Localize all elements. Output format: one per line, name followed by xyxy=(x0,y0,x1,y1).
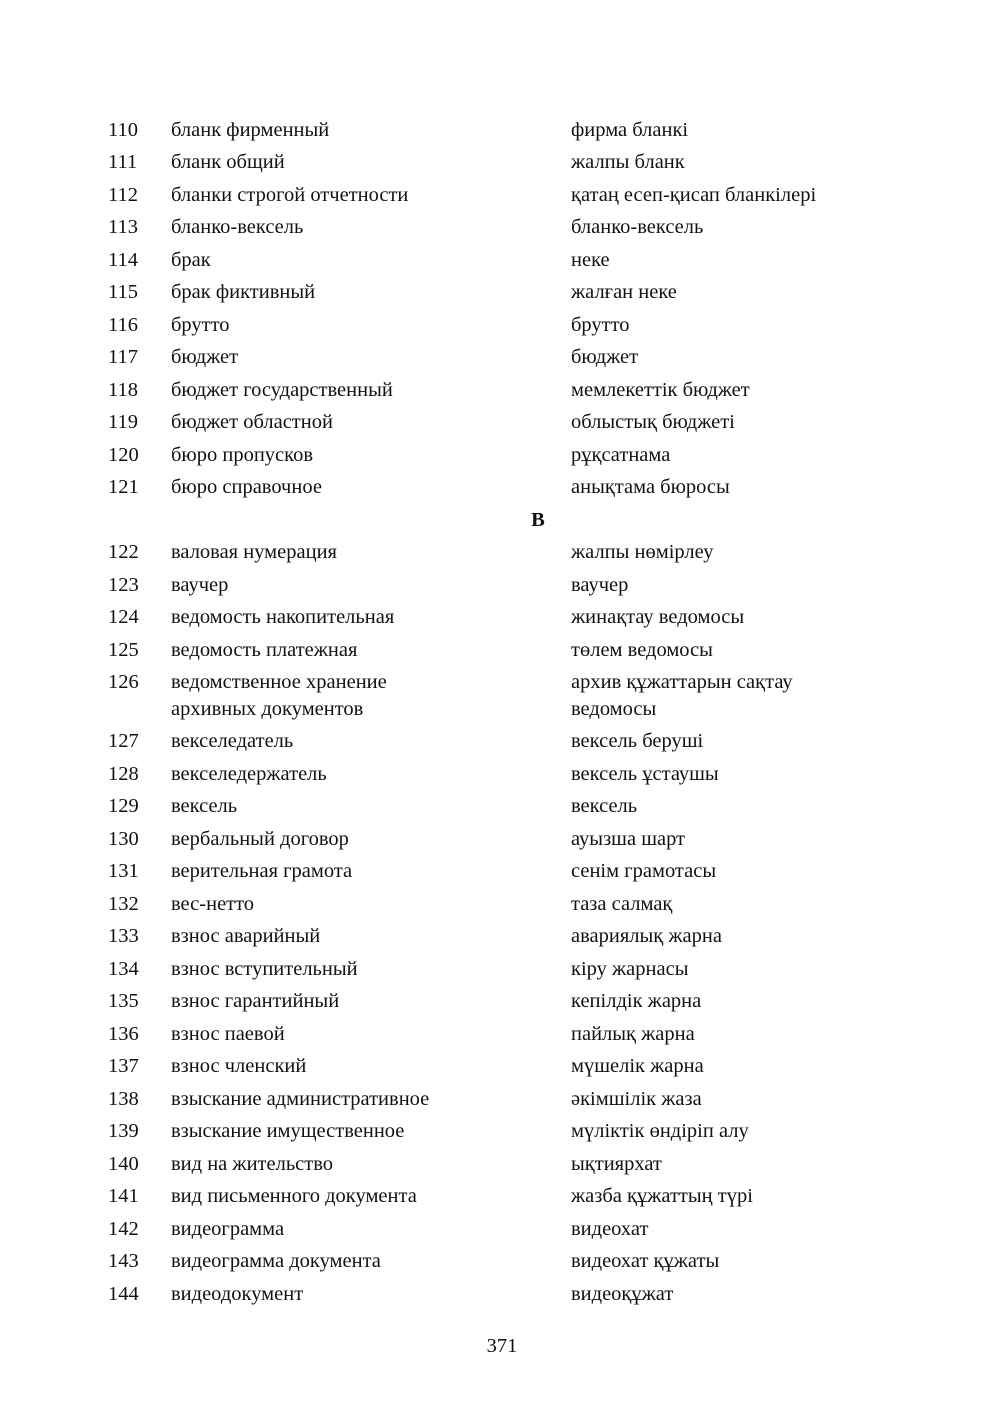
kazakh-term-line: жалпы бланк xyxy=(571,151,685,174)
term-number: 123 xyxy=(108,573,139,596)
russian-term-line: бюджет xyxy=(171,346,239,369)
kazakh-term-line: төлем ведомосы xyxy=(571,638,713,661)
term-number: 142 xyxy=(108,1217,139,1240)
russian-term xyxy=(171,214,571,241)
kazakh-term xyxy=(571,891,891,918)
term-group-v xyxy=(0,539,1004,1307)
kazakh-term xyxy=(571,1086,891,1113)
term-number: 111 xyxy=(108,151,138,174)
kazakh-term xyxy=(571,539,891,566)
russian-term xyxy=(171,669,571,722)
term-number: 129 xyxy=(108,795,139,818)
kazakh-term-line: пайлық жарна xyxy=(571,1022,695,1045)
russian-term-line: бланк общий xyxy=(171,151,285,174)
term-row xyxy=(0,891,1004,918)
russian-term xyxy=(171,149,571,176)
term-row xyxy=(0,761,1004,788)
russian-term-line: взнос вступительный xyxy=(171,957,358,980)
term-row xyxy=(0,956,1004,983)
russian-term-line: векселедержатель xyxy=(171,762,327,785)
term-number: 131 xyxy=(108,860,139,883)
russian-term-line: взыскание имущественное xyxy=(171,1120,405,1143)
russian-term xyxy=(171,1151,571,1178)
russian-term xyxy=(171,344,571,371)
term-row xyxy=(0,182,1004,209)
russian-term xyxy=(171,1216,571,1243)
russian-term xyxy=(171,442,571,469)
kazakh-term xyxy=(571,117,891,144)
kazakh-term-line: брутто xyxy=(571,313,630,336)
term-row xyxy=(0,1151,1004,1178)
term-list xyxy=(0,117,1004,1313)
russian-term xyxy=(171,409,571,436)
kazakh-term-line: кіру жарнасы xyxy=(571,957,689,980)
term-row xyxy=(0,923,1004,950)
term-row xyxy=(0,214,1004,241)
russian-term-line: бюджет областной xyxy=(171,411,333,434)
term-row xyxy=(0,344,1004,371)
russian-term-line: брак фиктивный xyxy=(171,281,316,304)
kazakh-term xyxy=(571,956,891,983)
term-number: 141 xyxy=(108,1185,139,1208)
russian-term xyxy=(171,1183,571,1210)
kazakh-term xyxy=(571,442,891,469)
kazakh-term-line: архив құжаттарын сақтау xyxy=(571,671,793,694)
kazakh-term-line: жазба құжаттың түрі xyxy=(571,1185,753,1208)
term-number: 130 xyxy=(108,827,139,850)
kazakh-term xyxy=(571,182,891,209)
kazakh-term xyxy=(571,1151,891,1178)
russian-term-line: бюро пропусков xyxy=(171,443,314,466)
russian-term-line: вексель xyxy=(171,795,238,818)
kazakh-term xyxy=(571,728,891,755)
term-row xyxy=(0,728,1004,755)
term-number: 122 xyxy=(108,541,139,564)
term-row xyxy=(0,442,1004,469)
kazakh-term xyxy=(571,474,891,501)
russian-term-line: бланк фирменный xyxy=(171,119,330,141)
page-number: 371 xyxy=(486,1335,518,1357)
term-row xyxy=(0,572,1004,599)
term-number: 140 xyxy=(108,1152,139,1175)
term-row xyxy=(0,1248,1004,1275)
kazakh-term-line: жалпы нөмірлеу xyxy=(571,541,714,564)
kazakh-term xyxy=(571,247,891,274)
term-row xyxy=(0,669,1004,722)
kazakh-term xyxy=(571,1281,891,1308)
term-number: 143 xyxy=(108,1250,139,1273)
russian-term-line: взнос аварийный xyxy=(171,925,321,948)
term-number: 118 xyxy=(108,378,138,401)
russian-term-line: брак xyxy=(171,248,211,271)
term-number: 116 xyxy=(108,313,138,336)
term-number: 124 xyxy=(108,606,139,629)
kazakh-term xyxy=(571,793,891,820)
term-group-b xyxy=(0,117,1004,501)
term-number: 119 xyxy=(108,411,138,434)
term-row xyxy=(0,826,1004,853)
kazakh-term-line: жалған неке xyxy=(571,281,677,304)
kazakh-term xyxy=(571,1216,891,1243)
term-number: 117 xyxy=(108,346,138,369)
russian-term-line: бюджет государственный xyxy=(171,378,393,401)
term-number: 144 xyxy=(108,1282,139,1305)
russian-term xyxy=(171,793,571,820)
kazakh-term-line: неке xyxy=(571,248,610,271)
term-number: 114 xyxy=(108,248,138,271)
kazakh-term-line: мүліктік өндіріп алу xyxy=(571,1120,749,1143)
russian-term xyxy=(171,728,571,755)
russian-term-line: ваучер xyxy=(171,573,229,596)
term-number: 132 xyxy=(108,892,139,915)
term-number: 113 xyxy=(108,216,138,239)
russian-term-line: взнос гарантийный xyxy=(171,990,340,1013)
russian-term xyxy=(171,572,571,599)
russian-term xyxy=(171,377,571,404)
term-number: 110 xyxy=(108,119,138,141)
kazakh-term-line: вексель беруші xyxy=(571,730,704,753)
russian-term xyxy=(171,923,571,950)
term-number: 128 xyxy=(108,762,139,785)
kazakh-term xyxy=(571,604,891,631)
kazakh-term-line: видеоқұжат xyxy=(571,1282,674,1305)
kazakh-term xyxy=(571,409,891,436)
russian-term-line: бланки строгой отчетности xyxy=(171,183,409,206)
term-number: 112 xyxy=(108,183,138,206)
russian-term xyxy=(171,182,571,209)
kazakh-term xyxy=(571,858,891,885)
russian-term-line: архивных документов xyxy=(171,697,364,720)
term-row xyxy=(0,988,1004,1015)
russian-term-line: видеограмма xyxy=(171,1217,285,1240)
kazakh-term xyxy=(571,1248,891,1275)
kazakh-term xyxy=(571,149,891,176)
kazakh-term xyxy=(571,761,891,788)
russian-term-line: вид на жительство xyxy=(171,1152,334,1175)
russian-term xyxy=(171,247,571,274)
russian-term xyxy=(171,312,571,339)
kazakh-term-line: кепілдік жарна xyxy=(571,990,702,1013)
russian-term-line: векселедатель xyxy=(171,730,294,753)
term-row xyxy=(0,377,1004,404)
kazakh-term-line: ведомосы xyxy=(571,697,657,720)
term-row xyxy=(0,409,1004,436)
kazakh-term-line: ықтиярхат xyxy=(571,1152,662,1175)
kazakh-term-line: видеохат xyxy=(571,1217,649,1240)
term-number: 137 xyxy=(108,1055,139,1078)
russian-term xyxy=(171,1021,571,1048)
kazakh-term xyxy=(571,1021,891,1048)
russian-term xyxy=(171,637,571,664)
kazakh-term-line: ваучер xyxy=(571,573,629,596)
kazakh-term xyxy=(571,669,891,722)
kazakh-term-line: мүшелік жарна xyxy=(571,1055,704,1078)
russian-term-line: бюро справочное xyxy=(171,476,322,499)
term-number: 125 xyxy=(108,638,139,661)
russian-term xyxy=(171,761,571,788)
kazakh-term xyxy=(571,923,891,950)
kazakh-term-line: вексель ұстаушы xyxy=(571,762,719,785)
kazakh-term-line: жинақтау ведомосы xyxy=(571,606,745,629)
term-number: 136 xyxy=(108,1022,139,1045)
russian-term xyxy=(171,539,571,566)
kazakh-term-line: авариялық жарна xyxy=(571,925,722,948)
term-row xyxy=(0,637,1004,664)
term-number: 139 xyxy=(108,1120,139,1143)
russian-term-line: ведомость накопительная xyxy=(171,606,395,629)
kazakh-term-line: сенім грамотасы xyxy=(571,860,717,883)
term-number: 127 xyxy=(108,730,139,753)
russian-term-line: видеодокумент xyxy=(171,1282,304,1305)
russian-term xyxy=(171,988,571,1015)
russian-term xyxy=(171,604,571,631)
russian-term xyxy=(171,474,571,501)
kazakh-term-line: қатаң есеп-қисап бланкілері xyxy=(571,183,817,206)
kazakh-term xyxy=(571,279,891,306)
term-row xyxy=(0,793,1004,820)
russian-term-line: взыскание административное xyxy=(171,1087,430,1110)
term-number: 134 xyxy=(108,957,139,980)
term-number: 135 xyxy=(108,990,139,1013)
kazakh-term-line: бланко-вексель xyxy=(571,216,704,239)
term-number: 120 xyxy=(108,443,139,466)
kazakh-term xyxy=(571,826,891,853)
kazakh-term xyxy=(571,572,891,599)
term-row xyxy=(0,279,1004,306)
russian-term xyxy=(171,117,571,144)
kazakh-term-line: мемлекеттік бюджет xyxy=(571,378,750,401)
russian-term-line: ведомость платежная xyxy=(171,638,358,661)
term-number: 121 xyxy=(108,476,139,499)
kazakh-term xyxy=(571,637,891,664)
kazakh-term xyxy=(571,344,891,371)
term-row xyxy=(0,604,1004,631)
russian-term xyxy=(171,826,571,853)
term-row xyxy=(0,539,1004,566)
kazakh-term-line: әкімшілік жаза xyxy=(571,1087,702,1110)
kazakh-term xyxy=(571,1183,891,1210)
russian-term xyxy=(171,956,571,983)
russian-term xyxy=(171,1248,571,1275)
kazakh-term xyxy=(571,1053,891,1080)
russian-term-line: бланко-вексель xyxy=(171,216,304,239)
term-number: 133 xyxy=(108,925,139,948)
kazakh-term-line: анықтама бюросы xyxy=(571,476,730,499)
term-row xyxy=(0,1281,1004,1308)
russian-term-line: видеограмма документа xyxy=(171,1250,381,1273)
term-row xyxy=(0,1118,1004,1145)
russian-term-line: брутто xyxy=(171,313,230,336)
russian-term-line: верительная грамота xyxy=(171,860,353,883)
kazakh-term xyxy=(571,377,891,404)
russian-term xyxy=(171,1086,571,1113)
russian-term-line: ведомственное хранение xyxy=(171,671,387,694)
term-row xyxy=(0,149,1004,176)
kazakh-term-line: вексель xyxy=(571,795,638,818)
russian-term xyxy=(171,1281,571,1308)
kazakh-term-line: рұқсатнама xyxy=(571,443,671,466)
russian-term xyxy=(171,1118,571,1145)
term-row xyxy=(0,247,1004,274)
kazakh-term-line: фирма бланкі xyxy=(571,119,689,141)
term-row xyxy=(0,1086,1004,1113)
term-number: 115 xyxy=(108,281,138,304)
term-row xyxy=(0,474,1004,501)
term-row xyxy=(0,858,1004,885)
term-number: 138 xyxy=(108,1087,139,1110)
kazakh-term xyxy=(571,988,891,1015)
kazakh-term-line: бюджет xyxy=(571,346,639,369)
russian-term-line: вид письменного документа xyxy=(171,1185,417,1208)
russian-term xyxy=(171,891,571,918)
russian-term xyxy=(171,279,571,306)
term-row xyxy=(0,312,1004,339)
kazakh-term xyxy=(571,214,891,241)
kazakh-term-line: таза салмақ xyxy=(571,892,673,915)
russian-term-line: вербальный договор xyxy=(171,827,349,850)
russian-term xyxy=(171,858,571,885)
section-letter: В xyxy=(531,508,545,531)
russian-term-line: взнос членский xyxy=(171,1055,307,1078)
term-number: 126 xyxy=(108,671,139,694)
kazakh-term xyxy=(571,312,891,339)
term-row xyxy=(0,117,1004,144)
term-row xyxy=(0,1216,1004,1243)
term-row xyxy=(0,1053,1004,1080)
russian-term-line: валовая нумерация xyxy=(171,541,337,564)
kazakh-term-line: ауызша шарт xyxy=(571,827,686,850)
russian-term xyxy=(171,1053,571,1080)
kazakh-term-line: видеохат құжаты xyxy=(571,1250,720,1273)
kazakh-term-line: облыстық бюджеті xyxy=(571,411,735,434)
kazakh-term xyxy=(571,1118,891,1145)
russian-term-line: взнос паевой xyxy=(171,1022,285,1045)
russian-term-line: вес-нетто xyxy=(171,892,255,915)
term-row xyxy=(0,1183,1004,1210)
term-row xyxy=(0,1021,1004,1048)
